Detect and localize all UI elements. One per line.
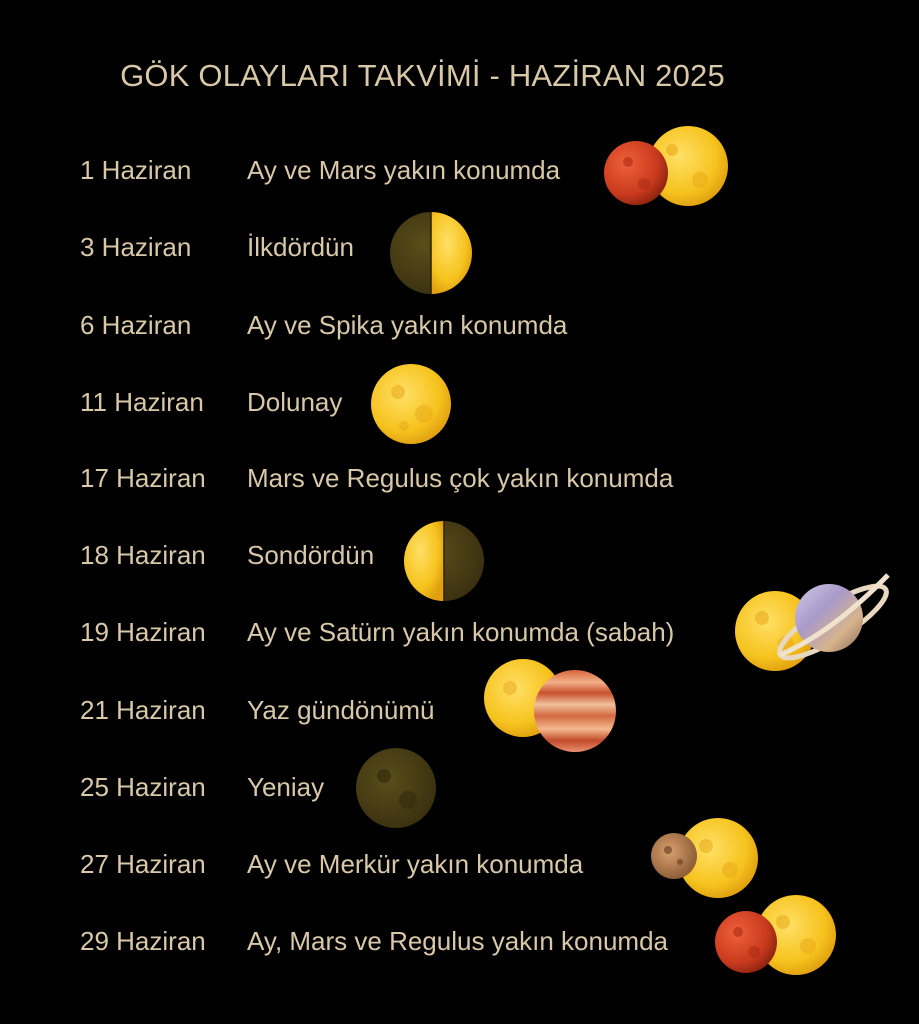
event-date: 17 Haziran [80,463,206,493]
event-description: Ay ve Satürn yakın konumda (sabah) [247,617,675,647]
mars-icon [715,911,777,973]
event-date: 18 Haziran [80,540,206,570]
event-date: 27 Haziran [80,849,206,879]
event-description: Ay, Mars ve Regulus yakın konumda [247,926,669,956]
event-date: 29 Haziran [80,926,206,956]
event-date: 1 Haziran [80,155,192,185]
full-moon-icon [371,364,451,444]
event-date: 11 Haziran [80,387,204,417]
event-date: 21 Haziran [80,695,206,725]
event-description: Yeniay [247,772,325,802]
event-description: Dolunay [247,387,343,417]
event-description: Ay ve Spika yakın konumda [247,310,568,340]
event-description: Sondördün [247,540,375,570]
event-date: 3 Haziran [80,232,192,262]
jupiter-icon [534,670,616,752]
event-description: Ay ve Mars yakın konumda [247,155,561,185]
event-description: Yaz gündönümü [247,695,435,725]
new-moon-icon [356,748,436,828]
event-description: Mars ve Regulus çok yakın konumda [247,463,674,493]
event-date: 6 Haziran [80,310,192,340]
event-date: 19 Haziran [80,617,206,647]
first-quarter-moon-icon [390,212,472,294]
page-title: GÖK OLAYLARI TAKVİMİ - HAZİRAN 2025 [120,58,725,93]
mercury-icon [651,833,697,879]
last-quarter-moon-icon [404,521,484,601]
event-description: Ay ve Merkür yakın konumda [247,849,584,879]
mars-icon [604,141,668,205]
event-description: İlkdördün [247,232,354,262]
event-date: 25 Haziran [80,772,206,802]
